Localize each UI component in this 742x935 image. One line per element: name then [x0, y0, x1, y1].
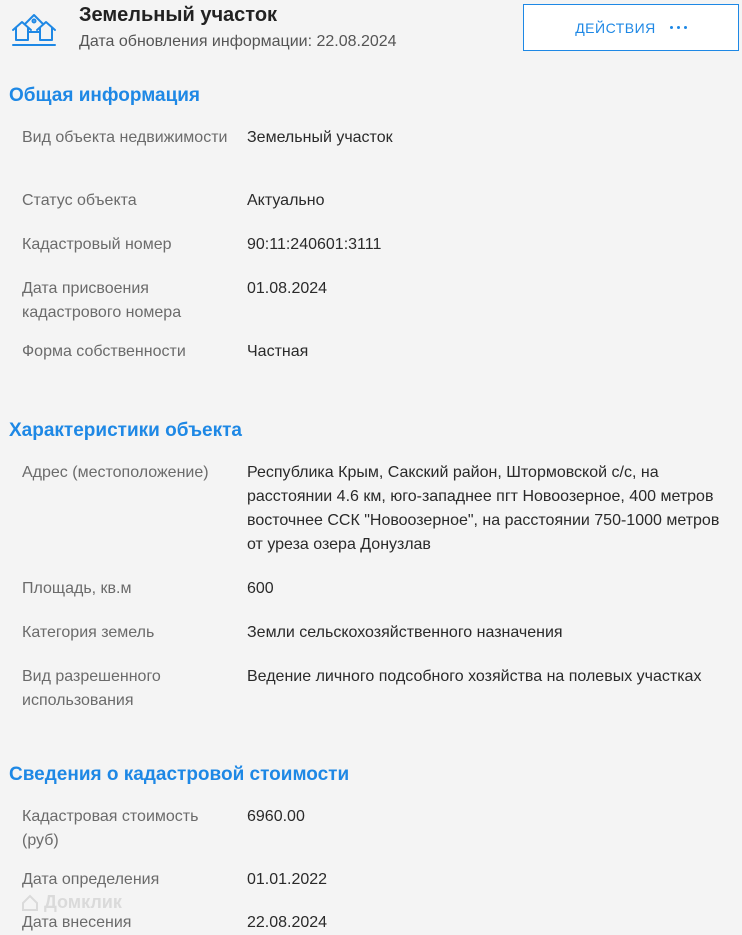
row-value: 6960.00	[247, 808, 305, 825]
row-label: Кадастровая стоимость (руб)	[22, 808, 199, 849]
row-label: Дата внесения	[22, 914, 132, 931]
section-title-characteristics: Характеристики объекта	[9, 420, 242, 441]
page-title: Земельный участок	[79, 4, 278, 26]
section-title-general: Общая информация	[9, 85, 201, 106]
watermark-text: Домклик	[44, 892, 122, 912]
row-value: Ведение личного подсобного хозяйства на полевых участках	[247, 668, 702, 685]
row-label: Форма собственности	[22, 343, 186, 360]
watermark-house-icon	[20, 893, 40, 913]
row-value: 22.08.2024	[247, 914, 328, 931]
row-label: Статус объекта	[22, 192, 137, 209]
actions-label: ДЕЙСТВИЯ	[575, 19, 656, 36]
row-value: Земли сельскохозяйственного назначения	[247, 624, 563, 641]
row-value: 01.01.2022	[247, 871, 328, 888]
row-value: Частная	[247, 343, 309, 360]
page-header	[0, 0, 742, 60]
watermark	[20, 892, 122, 913]
row-label: Вид разрешенного использования	[22, 668, 161, 709]
row-value: 90:11:240601:3111	[247, 236, 382, 253]
update-date: Дата обновления информации: 22.08.2024	[79, 33, 397, 50]
row-value: 600	[247, 580, 274, 597]
more-dots-icon	[670, 26, 687, 29]
row-value: Республика Крым, Сакский район, Штормовской с/с, на расстоянии 4.6 км, юго-западнее пгт Новоозерное, 400 метров восточнее ССК "Новоозерное", на расстоянии 750-1000 метров от уреза озера Донузлав	[247, 464, 720, 553]
row-label: Кадастровый номер	[22, 236, 172, 253]
row-value: Земельный участок	[247, 129, 393, 146]
actions-button[interactable]	[523, 4, 739, 51]
houses-icon	[10, 10, 58, 50]
row-label: Дата присвоения кадастрового номера	[22, 280, 182, 321]
row-label: Дата определения	[22, 871, 160, 888]
row-value: 01.08.2024	[247, 280, 328, 297]
row-label: Категория земель	[22, 624, 155, 641]
row-label: Площадь, кв.м	[22, 580, 132, 597]
row-value: Актуально	[247, 192, 325, 209]
row-label: Адрес (местоположение)	[22, 464, 209, 481]
row-label: Вид объекта недвижимости	[22, 129, 228, 146]
section-title-cadastral-value: Сведения о кадастровой стоимости	[9, 764, 350, 785]
